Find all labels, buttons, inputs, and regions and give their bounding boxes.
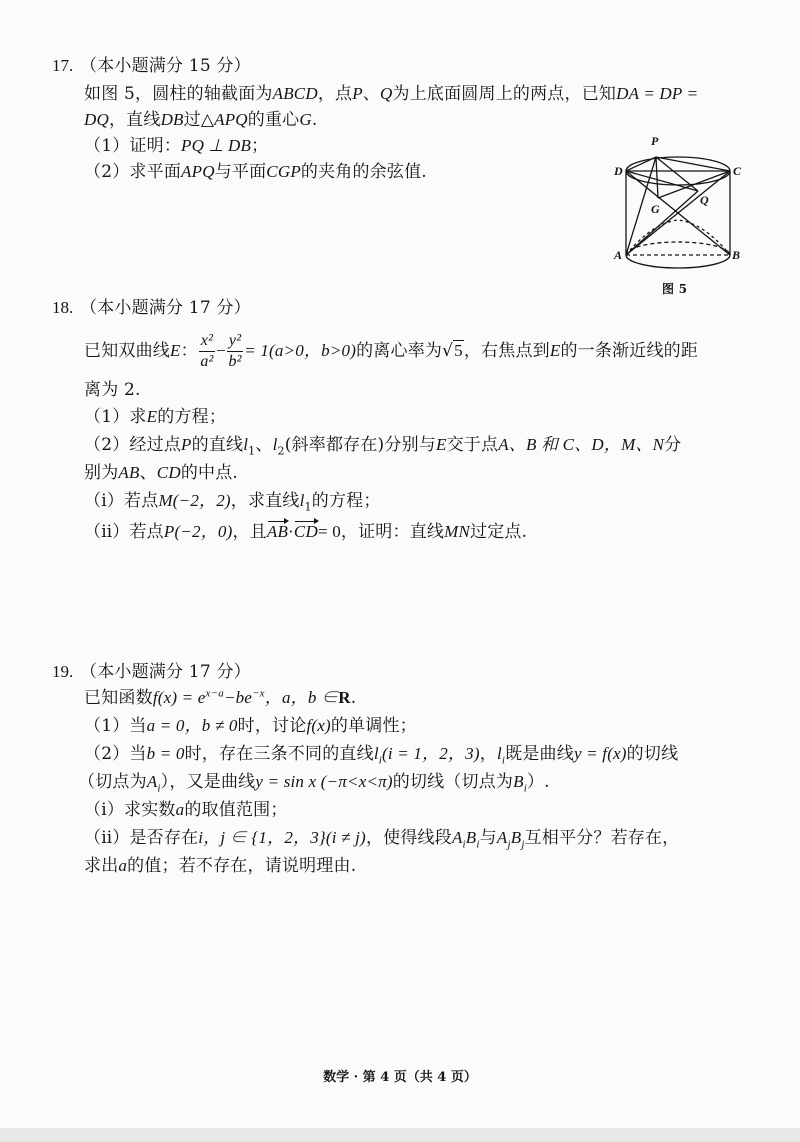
q18-part2-line2: 别为AB、CD的中点. xyxy=(84,463,239,483)
label-A: A xyxy=(614,248,623,262)
q18-part1: （1）求E的方程； xyxy=(84,407,227,427)
q19-score: （本小题满分 17 分） xyxy=(80,662,251,682)
page-footer: 数学 · 第 4 页（共 4 页） xyxy=(323,1070,477,1085)
fraction-x2-a2: $\frac{\text{x²}}{\text{a²}}$ xyxy=(200,332,214,370)
q19-stem: 已知函数$f(x) = e^{x-a}-be^{-x}$，a，b ∈R. xyxy=(84,687,357,708)
line-PC xyxy=(656,157,730,171)
q17-stem-line2: DQ，直线DB过△APQ的重心G. xyxy=(84,110,318,130)
q18-stem-line1: 已知双曲线E： $\frac{\text{x²}}{\text{a²}}$ − $\frac{\text{y²}}{\text{b²}}$ = 1(a>0，b>0)的离心率为√5，右焦点到E的一条渐近线的距 xyxy=(84,332,699,370)
q19-sub-i: （ⅰ）求实数a的取值范围； xyxy=(84,800,288,820)
q18-sub-i: （ⅰ）若点M(−2，2)，求直线$l_1$的方程； xyxy=(84,491,381,514)
q19-number: 19. xyxy=(52,662,74,681)
sqrt-5: √5 xyxy=(442,341,463,361)
fraction-y2-b2: $\frac{\text{y²}}{\text{b²}}$ xyxy=(228,332,242,370)
line-DQ xyxy=(626,171,698,191)
q17-score: （本小题满分 15 分） xyxy=(80,56,251,76)
bottom-scan-edge xyxy=(0,1128,800,1142)
q17-number: 17. xyxy=(52,56,74,75)
bottom-back-arc xyxy=(626,242,730,255)
q19-sub-ii-line1: （ⅱ）是否存在i，j ∈ {1，2，3}(i ≠ j)，使得线段$A_iB_i$与$A_jB_j$互相平分？若存在， xyxy=(84,828,680,851)
q19-sub-ii-line2: 求出a的值；若不存在，请说明理由. xyxy=(84,856,357,876)
inner-dashed-curve xyxy=(626,220,730,255)
line-PD xyxy=(626,157,656,171)
q19-part1: （1）当a = 0，b ≠ 0时，讨论f(x)的单调性； xyxy=(84,716,417,736)
label-Q: Q xyxy=(700,193,709,207)
label-G: G xyxy=(651,202,660,216)
vector-AB: AB xyxy=(267,520,288,544)
q18-stem-line2: 离为 2. xyxy=(84,380,141,400)
q18-score: （本小题满分 17 分） xyxy=(80,298,251,318)
q18-number: 18. xyxy=(52,298,74,317)
q19-part2-line1: （2）当b = 0时，存在三条不同的直线$l_i(i = 1$，2，3)，$l_i$既是曲线y = f(x)的切线 xyxy=(84,744,679,767)
q17-part2: （2）求平面APQ与平面CGP的夹角的余弦值. xyxy=(84,162,427,182)
figure-5-caption: 图 5 xyxy=(662,282,688,296)
label-P: P xyxy=(651,134,659,148)
bottom-front-arc xyxy=(626,255,730,268)
line-PG xyxy=(656,157,658,198)
q17-part1: （1）证明：PQ ⊥ DB； xyxy=(84,136,269,156)
vector-CD: CD xyxy=(294,520,318,544)
q18-sub-ii: （ⅱ）若点P(−2，0)，且AB·CD= 0，证明：直线MN过定点. xyxy=(84,522,528,542)
label-C: C xyxy=(733,164,742,178)
q19-part2-line2: （切点为$A_i$），又是曲线y = sin x (−π<x<π)的切线（切点为$B_i$）. xyxy=(78,772,550,795)
q18-part2-line1: （2）经过点P的直线$l_1$、$l_2$(斜率都存在)分别与E交于点A、B 和 C、D，M、N分 xyxy=(84,435,682,458)
label-D: D xyxy=(614,164,623,178)
label-B: B xyxy=(732,248,741,262)
q17-stem-line1: 如图 5，圆柱的轴截面为ABCD，点P、Q为上底面圆周上的两点，已知DA = DP = xyxy=(84,84,699,104)
figure-5-cylinder xyxy=(612,128,747,298)
